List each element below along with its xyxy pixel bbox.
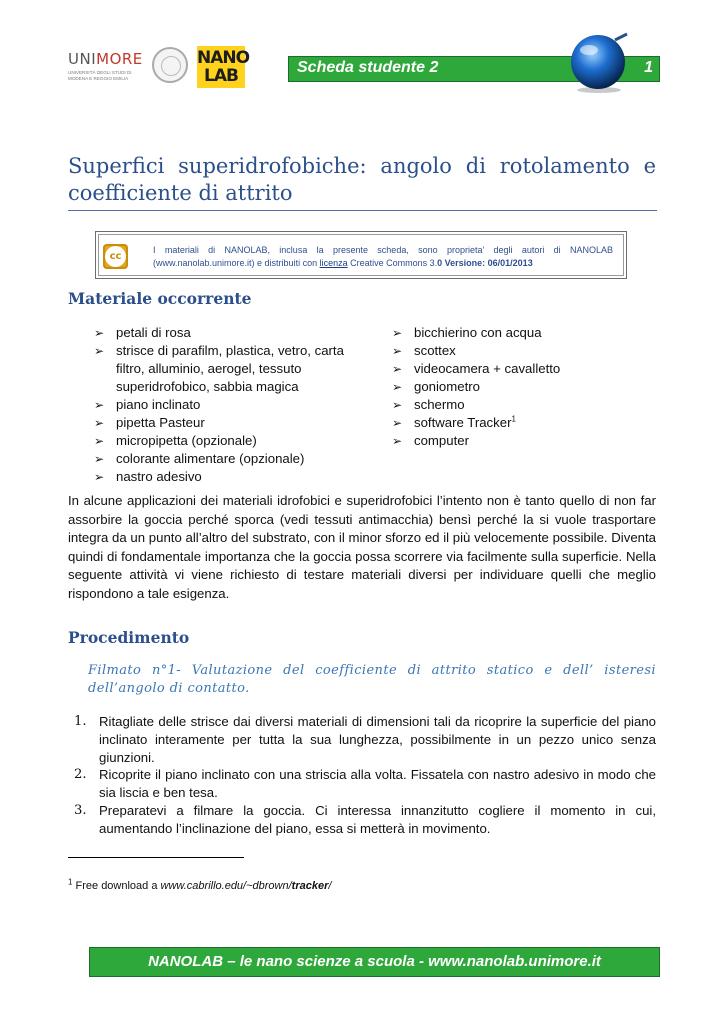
procedimento-heading: Procedimento [68, 628, 190, 647]
university-seal-icon [152, 47, 188, 83]
footnote-link[interactable]: www.cabrillo.edu/~dbrown/tracker/ [160, 880, 332, 892]
intro-paragraph: In alcune applicazioni dei materiali idrofobici e superidrofobici l’intento non è tanto quello di non far assorbire la goccia perché sporca (vedi tessuti antimacchia) bensì perché la si vuole trasportare integra da un punto all’altro del substrato, con il minor sforzo ed il più velocemente possibile. Diventa quindi di fondamentale importanza che la goccia possa scorrere via facilmente sulla superficie. Nella seguente attività vi viene richiesto di testare materiali diversi per individuare quelli che meglio rispondono a tale esigenza. [68, 493, 656, 601]
unimore-logo [68, 50, 146, 81]
list-item: ➢ goniometro [392, 378, 632, 396]
procedure-step: 1. Ritagliate delle strisce dai diversi materiali di dimensioni tali da ricoprire la superficie del piano inclinato interamente per tutta la sua lunghezza, possibilmente in un pezzo unico senza giunzioni. [74, 714, 656, 765]
creative-commons-icon: cc [103, 244, 128, 269]
license-link[interactable]: licenza [319, 258, 348, 268]
filmato-subheading: Filmato n°1- Valutazione del coefficiente di attrito statico e dell’ isteresi dell’angolo di contatto. [88, 663, 656, 696]
footnote-ref: 1 [511, 414, 516, 424]
footnote-divider [68, 857, 244, 858]
license-version: 0 Versione: 06/01/2013 [437, 258, 533, 268]
list-item: ➢ software Tracker$^1$ [392, 414, 632, 432]
materiale-heading: Materiale occorrente [68, 289, 252, 308]
procedure-step: 3. Preparatevi a filmare la goccia. Ci interessa innanzitutto cogliere il momento in cui, aumentando l’inclinazione del piano, essa si metterà in movimento. [74, 802, 656, 836]
materiale-list-right [392, 324, 632, 450]
list-item: ➢ schermo [392, 396, 632, 414]
footnote: $^1$ Free download a www.cabrillo.edu/~dbrown/tracker/ [68, 877, 332, 892]
license-text: I materiali di NANOLAB, inclusa la presente scheda, sono proprieta’ degli autori di NANOLAB (www.nanolab.unimore.it) e distribuiti con licenza Creative Commons 3.0 Versione: 06/01/2013 [153, 245, 613, 268]
header-bar-title: Scheda studente 2 [297, 59, 439, 76]
list-item: ➢ colorante alimentare (opzionale) [94, 450, 362, 468]
unimore-logo-uni: UNI [68, 50, 97, 68]
title-divider [68, 210, 657, 211]
unimore-logo-more: MORE [96, 50, 143, 68]
procedure-step: 2. Ricoprite il piano inclinato con una striscia alla volta. Fissatela con nastro adesivo in modo che sia liscia e ben tesa. [74, 767, 656, 801]
list-item: ➢ piano inclinato [94, 396, 362, 414]
water-drop-globe-icon [565, 32, 633, 94]
footer-bar: NANOLAB – le nano scienze a scuola - www.nanolab.unimore.it [89, 947, 660, 977]
page-number: 1 [644, 59, 653, 76]
list-item: ➢ scottex [392, 342, 632, 360]
list-item: ➢ micropipetta (opzionale) [94, 432, 362, 450]
procedure-steps [72, 713, 656, 838]
list-item: ➢ strisce di parafilm, plastica, vetro, carta filtro, alluminio, aerogel, tessuto superidrofobico, sabbia magica [94, 342, 362, 396]
list-item: ➢ bicchierino con acqua [392, 324, 632, 342]
page-title: Superfici superidrofobiche: angolo di rotolamento e coefficiente di attrito [68, 154, 656, 205]
list-item: ➢ videocamera + cavalletto [392, 360, 632, 378]
nanolab-logo: NANO LAB [197, 48, 250, 86]
list-item: ➢ petali di rosa [94, 324, 362, 342]
list-item: ➢ pipetta Pasteur [94, 414, 362, 432]
list-item: ➢ computer [392, 432, 632, 450]
unimore-logo-sub: UNIVERSITÀ DEGLI STUDI DI MODENA E REGGIO EMILIA [68, 70, 132, 81]
list-item: ➢ nastro adesivo [94, 468, 362, 486]
materiale-list-left [94, 324, 362, 486]
